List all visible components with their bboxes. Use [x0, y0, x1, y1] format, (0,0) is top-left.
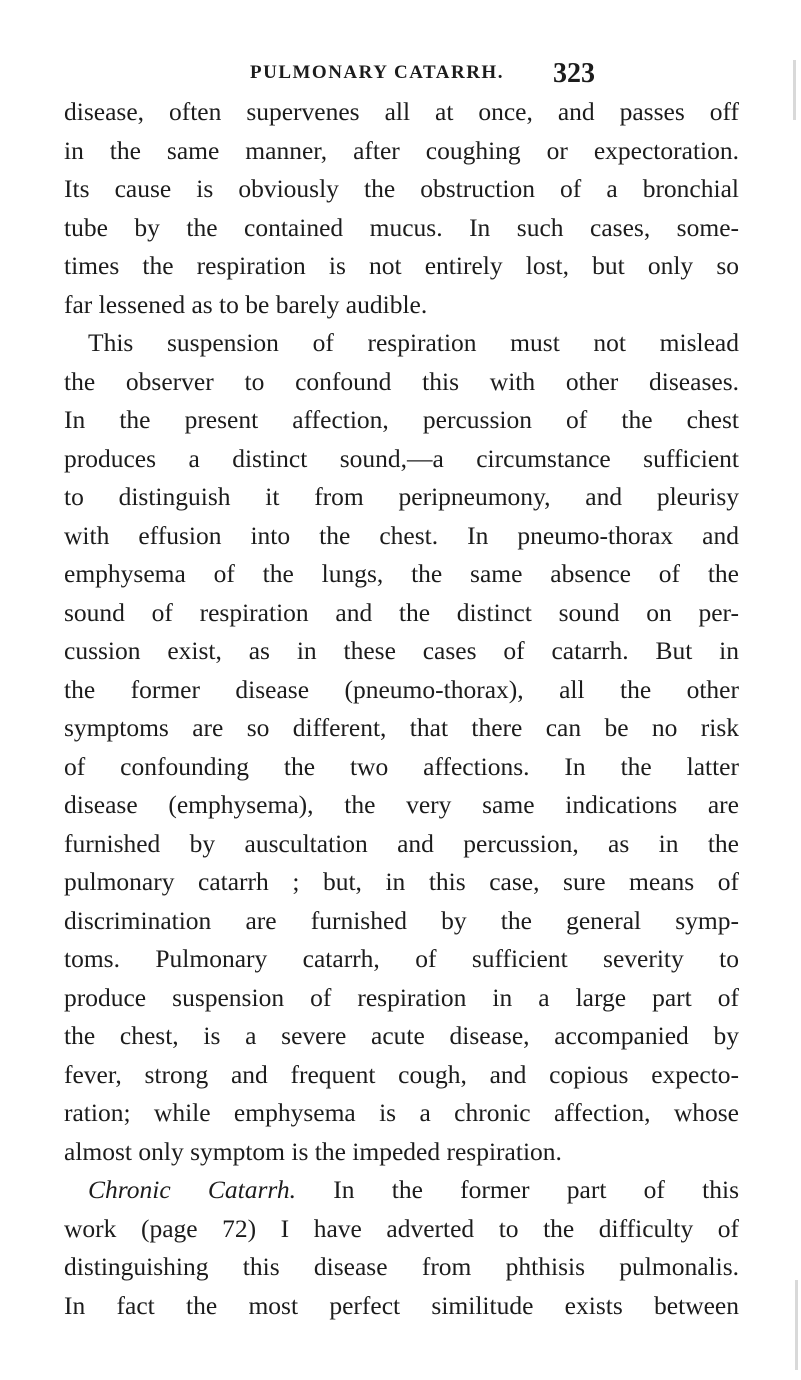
running-head: PULMONARY CATARRH.	[250, 62, 504, 83]
text-line: disease, often supervenes all at once, and passes off	[64, 97, 739, 126]
text-line: distinguishing this disease from phthisis pulmonalis.	[64, 1252, 739, 1281]
section-heading: Chronic Catarrh.	[88, 1175, 296, 1204]
body-text	[64, 93, 739, 1325]
page-number: 323	[553, 58, 595, 89]
text-line: the chest, is a severe acute disease, accompanied by	[64, 1021, 739, 1050]
text-line: in the same manner, after coughing or expectoration.	[64, 135, 739, 165]
text-line: pulmonary catarrh ; but, in this case, sure means of	[64, 867, 739, 896]
text-line: In the present affection, percussion of the chest	[64, 405, 739, 434]
text-line: with effusion into the chest. In pneumo-thorax and	[64, 520, 739, 550]
text-line: symptoms are so different, that there can be no risk	[64, 713, 739, 742]
text-line: far lessened as to be barely audible.	[64, 289, 428, 319]
text-line: cussion exist, as in these cases of catarrh. But in	[64, 636, 739, 665]
text-line: the observer to confound this with other diseases.	[64, 366, 739, 396]
text-line: times the respiration is not entirely lost, but only so	[64, 251, 739, 280]
text-line: fever, strong and frequent cough, and copious expecto-	[64, 1059, 739, 1089]
text-line: In fact the most perfect similitude exists between	[64, 1290, 739, 1320]
text-line: produce suspension of respiration in a large part of	[64, 982, 739, 1012]
text-line: the former disease (pneumo-thorax), all the other	[64, 674, 739, 704]
section-heading-rest: In the former part of this	[296, 1175, 739, 1204]
text-line: disease (emphysema), the very same indications are	[64, 790, 739, 819]
text-line: almost only symptom is the impeded respiration.	[64, 1136, 562, 1166]
section-start-line	[64, 1171, 739, 1210]
page-edge-mark	[795, 1280, 798, 1370]
page-edge-mark	[793, 60, 796, 120]
text-line: produces a distinct sound,—a circumstance sufficient	[64, 443, 739, 473]
text-line: discrimination are furnished by the general symp-	[64, 905, 739, 935]
text-line: of confounding the two affections. In the latter	[64, 751, 739, 781]
text-line: sound of respiration and the distinct sound on per-	[64, 597, 739, 627]
text-line: Its cause is obviously the obstruction of a bronchial	[64, 174, 739, 203]
page-header	[250, 58, 595, 98]
text-line: to distinguish it from peripneumony, and pleurisy	[64, 482, 739, 511]
text-line: This suspension of respiration must not mislead	[88, 328, 739, 357]
text-line: work (page 72) I have adverted to the difficulty of	[64, 1213, 739, 1243]
text-line: furnished by auscultation and percussion, as in the	[64, 828, 739, 858]
text-line: emphysema of the lungs, the same absence of the	[64, 559, 739, 588]
text-line: ration; while emphysema is a chronic affection, whose	[64, 1098, 739, 1127]
text-line: toms. Pulmonary catarrh, of sufficient severity to	[64, 944, 739, 973]
text-line: tube by the contained mucus. In such cases, some-	[64, 212, 739, 242]
